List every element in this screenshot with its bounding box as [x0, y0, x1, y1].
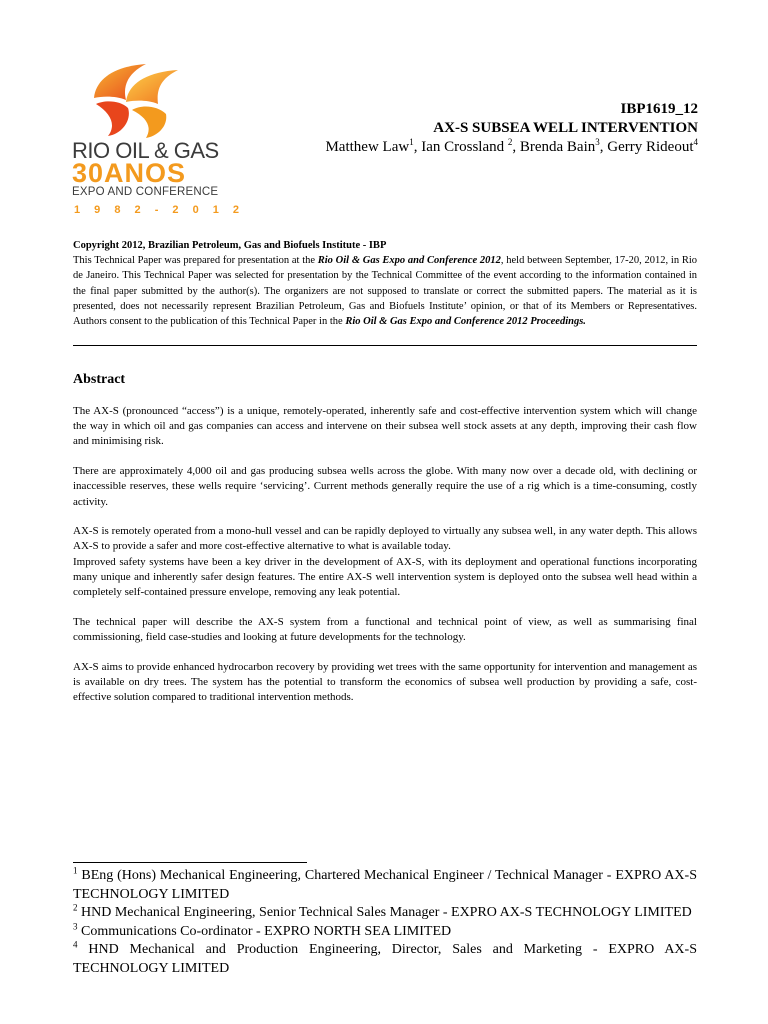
footnote-text: HND Mechanical Engineering, Senior Technical Sales Manager - EXPRO AX-S TECHNOLOGY LIMITED [77, 905, 692, 921]
copyright-text-part: , held between September, 17-20, 2012, in Rio de Janeiro. This Technical Paper was selected for presentation by the Technical Committee of the event according to the information contained in the final paper submitted by the author(s). The organizers are not supposed to translate or correct the submitted papers. The material as it is presented, does not necessarily represent Brazilian Petroleum, Gas and Biofuels Institute’ opinion, or that of its Members or Representatives. Authors consent to the publication of this Technical Paper in the [73, 255, 697, 328]
footnote [73, 867, 697, 904]
author-name: Gerry Rideout [607, 139, 694, 155]
abstract-paragraph: The technical paper will describe the AX-S system from a functional and technical point of view, as well as summarising final commissioning, field case-studies and looking at future developments for the technology. [73, 615, 697, 643]
author-affiliation-mark: 3 [595, 137, 600, 147]
copyright-text [73, 253, 697, 329]
author-separator: , [512, 139, 520, 155]
footnote-text: Communications Co-ordinator - EXPRO NORTH SEA LIMITED [77, 923, 452, 939]
logo-text-expo: EXPO AND CONFERENCE [72, 186, 219, 198]
footnote [73, 904, 697, 923]
paper-id: IBP1619_12 [620, 101, 698, 117]
abstract-paragraph: Improved safety systems have been a key driver in the development of AX-S, with its deployment and operational functions incorporating many unique and inherently safer design features. The entire AX-S well intervention system is deployed onto the subsea well head within a completely self-contained pressure envelope, removing any leak potential. [73, 555, 697, 599]
conference-name: Rio Oil & Gas Expo and Conference 2012 [317, 255, 501, 267]
author-list [325, 138, 698, 157]
footnote-divider [73, 862, 307, 863]
abstract-paragraph: AX-S aims to provide enhanced hydrocarbon recovery by providing wet trees with the same opportunity for intervention and management as is available on dry trees. The system has the potential to transform the economics of subsea well production by providing a safe, cost-effective solution compared to traditional intervention methods. [73, 660, 697, 704]
section-divider [73, 345, 697, 346]
author-separator: , [413, 139, 422, 155]
abstract-body [73, 404, 697, 720]
flame-logo-icon [86, 58, 196, 140]
author-affiliation-mark: 1 [409, 137, 414, 147]
logo-text-30-anos: 30ANOS [72, 158, 187, 188]
footnote-number: 1 [73, 865, 78, 876]
footnote [73, 941, 697, 978]
author-affiliation-mark: 4 [693, 137, 698, 147]
footnote-number: 4 [73, 939, 78, 950]
paper-title: AX-S SUBSEA WELL INTERVENTION [433, 120, 698, 136]
logo-text-years: 1 9 8 2 - 2 0 1 2 [74, 204, 245, 216]
author-separator: , [599, 139, 608, 155]
author-affiliation-mark: 2 [507, 137, 513, 147]
proceedings-name: Rio Oil & Gas Expo and Conference 2012 Proceedings. [345, 316, 586, 328]
paper-header [325, 100, 698, 157]
footnote-number: 3 [73, 921, 78, 932]
abstract-paragraph: There are approximately 4,000 oil and gas producing subsea wells across the globe. With many now over a decade old, with declining or inaccessible reserves, these wells require ‘servicing’. Current methods generally require the use of a rig which is a time-consuming, costly activity. [73, 465, 697, 508]
conference-logo [72, 58, 245, 218]
footnote-text: HND Mechanical and Production Engineering, Director, Sales and Marketing - EXPRO AX-S TECHNOLOGY LIMITED [73, 942, 697, 976]
abstract-paragraph: The AX-S (pronounced “access”) is a unique, remotely-operated, inherently safe and cost-effective intervention system which will change the way in which oil and gas companies can access and intervene on their subsea well stock assets at any depth, improving their cash flow and minimising risk. [73, 405, 697, 448]
footnotes [73, 867, 697, 979]
abstract-paragraph: AX-S is remotely operated from a mono-hull vessel and can be rapidly deployed to virtually any subsea well, in any water depth. This allows AX-S to provide a safer and more cost-effective alternative to what is available today. [73, 525, 697, 553]
copyright-notice [73, 238, 697, 329]
footnote-text: BEng (Hons) Mechanical Engineering, Chartered Mechanical Engineer / Technical Manager - EXPRO AX-S TECHNOLOGY LIMITED [73, 868, 697, 902]
author-name: Matthew Law [325, 139, 410, 155]
abstract-heading: Abstract [73, 372, 126, 387]
logo-text-rio-oil-gas: RIO OIL & GAS [72, 138, 219, 163]
footnote [73, 923, 697, 942]
copyright-text-part: This Technical Paper was prepared for presentation at the [73, 255, 318, 267]
footnote-number: 2 [73, 902, 78, 913]
author-name: Brenda Bain [519, 139, 596, 155]
author-name: Ian Crossland [421, 139, 508, 155]
copyright-heading: Copyright 2012, Brazilian Petroleum, Gas and Biofuels Institute - IBP [73, 240, 387, 251]
